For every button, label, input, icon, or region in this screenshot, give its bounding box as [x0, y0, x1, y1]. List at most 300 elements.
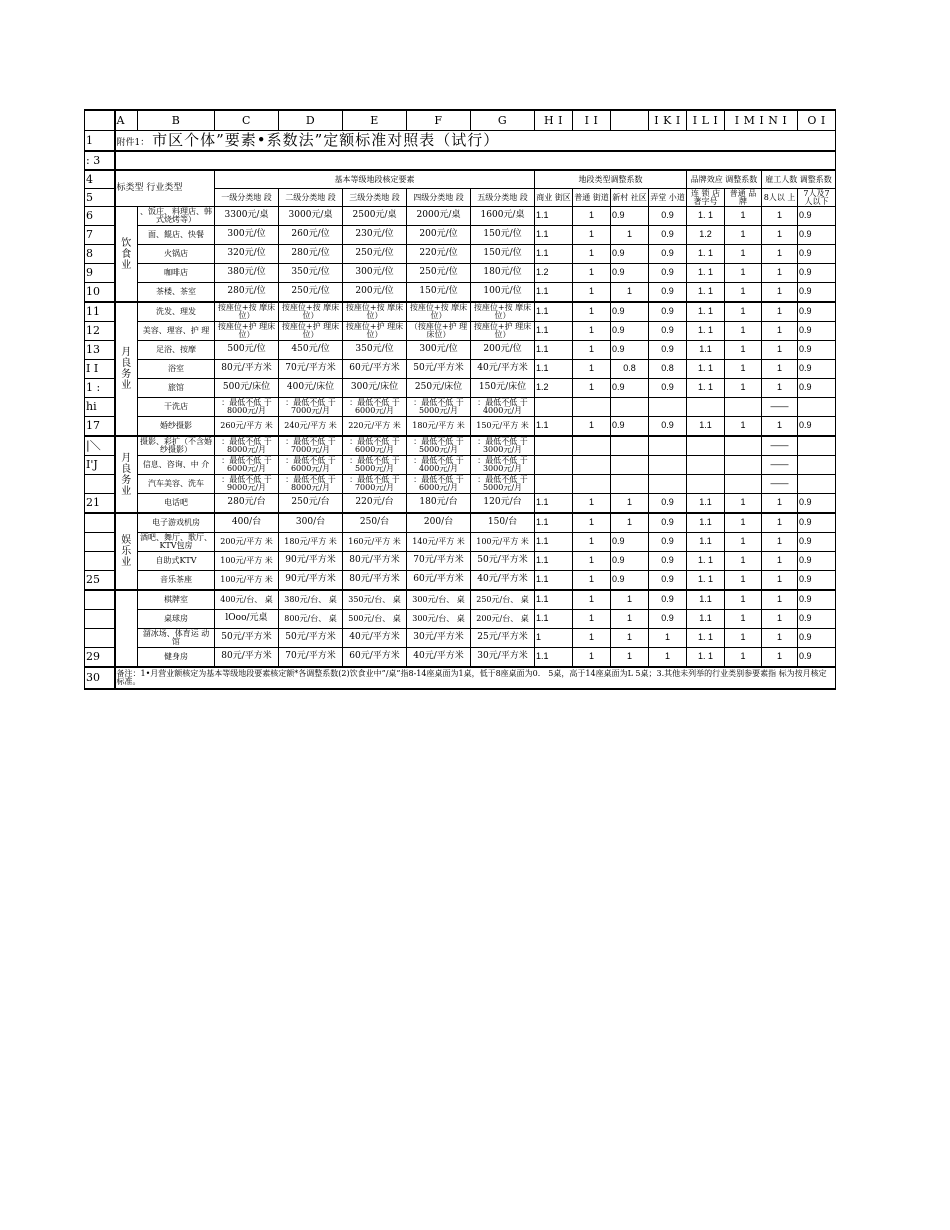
zone-coef-cell[interactable]: 1: [573, 207, 611, 226]
zone-coef-cell[interactable]: [573, 436, 611, 456]
brand-coef-cell[interactable]: [725, 475, 762, 494]
industry-name-cell[interactable]: 浴室: [138, 360, 215, 379]
corner-cell[interactable]: [85, 110, 115, 131]
zone-coef-cell[interactable]: [573, 398, 611, 417]
grade-3-cell[interactable]: 80元/平方米: [343, 552, 407, 571]
grade-4-cell[interactable]: ：最低不低 于6000元/月: [407, 475, 471, 494]
brand-coef-cell[interactable]: 1. 1: [687, 648, 725, 668]
zone-coef-cell[interactable]: 0.9: [611, 552, 649, 571]
grade-4-cell[interactable]: 30元/平方米: [407, 629, 471, 648]
zone-coef-cell[interactable]: 1.1: [535, 494, 573, 514]
zone-coef-cell[interactable]: 0.9: [611, 417, 649, 437]
industry-name-cell[interactable]: 美容、理容、护 理: [138, 322, 215, 341]
grade-2-cell[interactable]: ：最低不低 于7000元/月: [279, 436, 343, 456]
grade-4-cell[interactable]: 220元/位: [407, 245, 471, 264]
brand-coef-cell[interactable]: 1: [725, 417, 762, 437]
staff-coef-cell[interactable]: 0.9: [798, 610, 836, 629]
grade-1-cell[interactable]: ：最低不低 于6000元/月: [215, 456, 279, 475]
brand-coef-cell[interactable]: 1. 1: [687, 629, 725, 648]
grade-5-cell[interactable]: ：最低不低 于3000元/月: [471, 436, 535, 456]
col-letter-g[interactable]: G: [471, 110, 535, 131]
grade-4-cell[interactable]: 200/台: [407, 513, 471, 533]
grade-2-cell[interactable]: 90元/平方米: [279, 552, 343, 571]
staff-coef-cell[interactable]: 1: [762, 590, 798, 610]
zone-coef-cell[interactable]: 0.9: [649, 590, 687, 610]
grade-5-cell[interactable]: 250元/台、 桌: [471, 590, 535, 610]
staff-coef-cell[interactable]: 1: [762, 648, 798, 668]
grade-2-cell[interactable]: 按座位+按 摩床位）: [279, 302, 343, 322]
staff-coef-cell[interactable]: ——: [762, 456, 798, 475]
grade-3-cell[interactable]: 220元/台: [343, 494, 407, 514]
zone-coef-cell[interactable]: 0.9: [649, 610, 687, 629]
grade-2-cell[interactable]: 400元/床位: [279, 379, 343, 398]
industry-name-cell[interactable]: 棋牌室: [138, 590, 215, 610]
zone-coef-cell[interactable]: 1: [573, 552, 611, 571]
industry-name-cell[interactable]: 汽车美容、洗车: [138, 475, 215, 494]
brand-coef-cell[interactable]: 1: [725, 207, 762, 226]
brand-coef-cell[interactable]: [725, 398, 762, 417]
row-number[interactable]: [85, 590, 115, 610]
staff-coef-cell[interactable]: 1: [762, 513, 798, 533]
grade-1-cell[interactable]: 500元/位: [215, 341, 279, 360]
staff-coef-cell[interactable]: 0.9: [798, 379, 836, 398]
zone-coef-cell[interactable]: 0.9: [649, 417, 687, 437]
row-number[interactable]: 6: [85, 207, 115, 226]
staff-coef-cell[interactable]: 1: [762, 552, 798, 571]
staff-coef-cell[interactable]: 0.9: [798, 648, 836, 668]
zone-coef-cell[interactable]: 1: [573, 571, 611, 591]
zone-coef-cell[interactable]: 0.9: [611, 264, 649, 283]
industry-name-cell[interactable]: 火锅店: [138, 245, 215, 264]
zone-coef-cell[interactable]: [611, 475, 649, 494]
grade-2-cell[interactable]: ：最低不低 于7000元/月: [279, 398, 343, 417]
grade-5-cell[interactable]: 40元/平方米: [471, 360, 535, 379]
zone-coef-cell[interactable]: 1.1: [535, 590, 573, 610]
zone-coef-cell[interactable]: 1: [573, 494, 611, 514]
grade-3-cell[interactable]: 500元/台、 桌: [343, 610, 407, 629]
grade-1-cell[interactable]: 200元/平方 米: [215, 533, 279, 552]
zone-coef-cell[interactable]: [649, 456, 687, 475]
grade-5-cell[interactable]: 180元/位: [471, 264, 535, 283]
zone-coef-cell[interactable]: [611, 398, 649, 417]
industry-name-cell[interactable]: 、饭庄、料理店、韩式烧烤等）: [138, 207, 215, 226]
grade-4-cell[interactable]: 300元/台、 桌: [407, 590, 471, 610]
grade-5-cell[interactable]: 50元/平方米: [471, 552, 535, 571]
industry-name-cell[interactable]: 茶楼、茶室: [138, 283, 215, 303]
staff-coef-cell[interactable]: 1: [762, 207, 798, 226]
row-number[interactable]: [85, 513, 115, 533]
industry-name-cell[interactable]: 面、餛店、快餐: [138, 226, 215, 245]
row-number[interactable]: 5: [85, 189, 115, 207]
brand-coef-cell[interactable]: [687, 475, 725, 494]
grade-4-cell[interactable]: 150元/位: [407, 283, 471, 303]
zone-coef-cell[interactable]: 0.9: [649, 302, 687, 322]
grade-4-cell[interactable]: 180元/台: [407, 494, 471, 514]
grade-4-cell[interactable]: 300元/台、 桌: [407, 610, 471, 629]
staff-coef-cell[interactable]: 0.9: [798, 322, 836, 341]
grade-3-cell[interactable]: ：最低不低 于6000元/月: [343, 436, 407, 456]
brand-coef-cell[interactable]: [687, 436, 725, 456]
grade-5-cell[interactable]: 120元/台: [471, 494, 535, 514]
staff-coef-cell[interactable]: 0.9: [798, 571, 836, 591]
brand-coef-cell[interactable]: 1.1: [687, 513, 725, 533]
zone-coef-cell[interactable]: 1: [573, 226, 611, 245]
brand-coef-cell[interactable]: 1. 1: [687, 302, 725, 322]
grade-5-cell[interactable]: 150/台: [471, 513, 535, 533]
zone-coef-cell[interactable]: 0.9: [649, 283, 687, 303]
grade-5-cell[interactable]: 150元/位: [471, 226, 535, 245]
grade-1-cell[interactable]: ：最低不低 于9000元/月: [215, 475, 279, 494]
grade-3-cell[interactable]: 2500元/桌: [343, 207, 407, 226]
grade-5-cell[interactable]: 25元/平方米: [471, 629, 535, 648]
zone-coef-cell[interactable]: 1: [611, 494, 649, 514]
zone-coef-cell[interactable]: 0.8: [611, 360, 649, 379]
staff-coef-cell[interactable]: 1: [762, 379, 798, 398]
industry-name-cell[interactable]: 音乐茶座: [138, 571, 215, 591]
grade-2-cell[interactable]: 300/台: [279, 513, 343, 533]
zone-coef-cell[interactable]: 1.1: [535, 360, 573, 379]
grade-2-cell[interactable]: 250元/位: [279, 283, 343, 303]
row-number[interactable]: 30: [85, 667, 115, 689]
brand-coef-cell[interactable]: 1.1: [687, 533, 725, 552]
zone-coef-cell[interactable]: 1.1: [535, 417, 573, 437]
zone-coef-cell[interactable]: 0.9: [611, 571, 649, 591]
staff-coef-cell[interactable]: [798, 398, 836, 417]
staff-coef-cell[interactable]: 1: [762, 610, 798, 629]
zone-coef-cell[interactable]: 1: [573, 360, 611, 379]
staff-coef-cell[interactable]: 0.9: [798, 417, 836, 437]
col-letter-h[interactable]: H I: [535, 110, 573, 131]
zone-coef-cell[interactable]: 1: [573, 322, 611, 341]
row-number[interactable]: 12: [85, 322, 115, 341]
zone-coef-cell[interactable]: 0.9: [649, 379, 687, 398]
grade-5-cell[interactable]: 150元/位: [471, 245, 535, 264]
industry-name-cell[interactable]: 自助式KTV: [138, 552, 215, 571]
staff-coef-cell[interactable]: 0.9: [798, 513, 836, 533]
grade-1-cell[interactable]: ：最低不低 于8000元/月: [215, 436, 279, 456]
zone-coef-cell[interactable]: 0.9: [611, 379, 649, 398]
grade-4-cell[interactable]: 70元/平方米: [407, 552, 471, 571]
industry-name-cell[interactable]: 健身房: [138, 648, 215, 668]
grade-1-cell[interactable]: 400元/台、 桌: [215, 590, 279, 610]
brand-coef-cell[interactable]: 1. 1: [687, 571, 725, 591]
grade-3-cell[interactable]: 300元/床位: [343, 379, 407, 398]
zone-coef-cell[interactable]: 1.1: [535, 341, 573, 360]
brand-coef-cell[interactable]: 1: [725, 552, 762, 571]
grade-1-cell[interactable]: 100元/平方 米: [215, 552, 279, 571]
grade-3-cell[interactable]: ：最低不低 于6000元/月: [343, 398, 407, 417]
grade-3-cell[interactable]: 300元/位: [343, 264, 407, 283]
col-letter-d[interactable]: D: [279, 110, 343, 131]
industry-name-cell[interactable]: 溜冰场、体育运 动馆: [138, 629, 215, 648]
brand-coef-cell[interactable]: [687, 456, 725, 475]
col-letter-b[interactable]: B: [138, 110, 215, 131]
grade-1-cell[interactable]: 按座位+按 摩床位）: [215, 302, 279, 322]
industry-name-cell[interactable]: 洗发、理发: [138, 302, 215, 322]
zone-coef-cell[interactable]: 0.9: [611, 207, 649, 226]
staff-coef-cell[interactable]: 0.9: [798, 245, 836, 264]
grade-5-cell[interactable]: 200元/台、 桌: [471, 610, 535, 629]
grade-3-cell[interactable]: 40元/平方米: [343, 629, 407, 648]
staff-coef-cell[interactable]: 1: [762, 571, 798, 591]
brand-coef-cell[interactable]: 1. 1: [687, 379, 725, 398]
zone-coef-cell[interactable]: 1.1: [535, 571, 573, 591]
row-number[interactable]: [85, 552, 115, 571]
zone-coef-cell[interactable]: 1.1: [535, 610, 573, 629]
grade-2-cell[interactable]: 350元/位: [279, 264, 343, 283]
grade-4-cell[interactable]: ：最低不低 于5000元/月: [407, 398, 471, 417]
grade-3-cell[interactable]: 350元/位: [343, 341, 407, 360]
row-number[interactable]: 21: [85, 494, 115, 514]
grade-2-cell[interactable]: 280元/位: [279, 245, 343, 264]
brand-coef-cell[interactable]: 1: [725, 610, 762, 629]
staff-coef-cell[interactable]: 0.9: [798, 552, 836, 571]
grade-5-cell[interactable]: 按座位+按 摩床位）: [471, 302, 535, 322]
zone-coef-cell[interactable]: 1: [611, 226, 649, 245]
grade-2-cell[interactable]: ：最低不低 于6000元/月: [279, 456, 343, 475]
grade-5-cell[interactable]: 100元/位: [471, 283, 535, 303]
grade-4-cell[interactable]: ：最低不低 于5000元/月: [407, 436, 471, 456]
staff-coef-cell[interactable]: 0.9: [798, 590, 836, 610]
grade-2-cell[interactable]: 70元/平方米: [279, 648, 343, 668]
zone-coef-cell[interactable]: 0.9: [649, 341, 687, 360]
staff-coef-cell[interactable]: 0.9: [798, 264, 836, 283]
grade-1-cell[interactable]: 300元/位: [215, 226, 279, 245]
grade-5-cell[interactable]: ：最低不低 于3000元/月: [471, 456, 535, 475]
grade-4-cell[interactable]: 200元/位: [407, 226, 471, 245]
zone-coef-cell[interactable]: 1: [573, 590, 611, 610]
staff-coef-cell[interactable]: 1: [762, 494, 798, 514]
grade-3-cell[interactable]: 60元/平方米: [343, 648, 407, 668]
grade-2-cell[interactable]: 按座位+护 理床位）: [279, 322, 343, 341]
industry-name-cell[interactable]: 摄影、彩扩（不含婚纱摄影）: [138, 436, 215, 456]
industry-name-cell[interactable]: 足浴、按摩: [138, 341, 215, 360]
grade-1-cell[interactable]: 按座位+护 理床位）: [215, 322, 279, 341]
zone-coef-cell[interactable]: 1: [573, 379, 611, 398]
staff-coef-cell[interactable]: 0.9: [798, 494, 836, 514]
zone-coef-cell[interactable]: 0.9: [649, 552, 687, 571]
brand-coef-cell[interactable]: 1: [725, 629, 762, 648]
zone-coef-cell[interactable]: 1: [573, 629, 611, 648]
staff-coef-cell[interactable]: 0.9: [798, 341, 836, 360]
brand-coef-cell[interactable]: 1: [725, 283, 762, 303]
zone-coef-cell[interactable]: 1.1: [535, 322, 573, 341]
grade-5-cell[interactable]: 40元/平方米: [471, 571, 535, 591]
brand-coef-cell[interactable]: 1: [725, 264, 762, 283]
grade-3-cell[interactable]: 250/台: [343, 513, 407, 533]
staff-coef-cell[interactable]: 0.9: [798, 533, 836, 552]
zone-coef-cell[interactable]: 1.1: [535, 302, 573, 322]
grade-3-cell[interactable]: 220元/平方 米: [343, 417, 407, 437]
grade-3-cell[interactable]: 按座位+护 理床位）: [343, 322, 407, 341]
zone-coef-cell[interactable]: 1.1: [535, 533, 573, 552]
zone-coef-cell[interactable]: 1: [573, 341, 611, 360]
staff-coef-cell[interactable]: [798, 456, 836, 475]
zone-coef-cell[interactable]: 0.9: [649, 571, 687, 591]
staff-coef-cell[interactable]: [798, 475, 836, 494]
grade-4-cell[interactable]: 300元/位: [407, 341, 471, 360]
grade-3-cell[interactable]: 按座位+按 摩床位）: [343, 302, 407, 322]
brand-coef-cell[interactable]: 1: [725, 648, 762, 668]
row-number[interactable]: 1: [85, 131, 115, 152]
zone-coef-cell[interactable]: 1: [649, 648, 687, 668]
staff-coef-cell[interactable]: 0.9: [798, 226, 836, 245]
zone-coef-cell[interactable]: 0.9: [611, 341, 649, 360]
row-number[interactable]: 10: [85, 283, 115, 303]
brand-coef-cell[interactable]: 1. 1: [687, 207, 725, 226]
industry-name-cell[interactable]: 桌球房: [138, 610, 215, 629]
zone-coef-cell[interactable]: 0.9: [649, 533, 687, 552]
row-number[interactable]: 4: [85, 170, 115, 189]
row-number[interactable]: I I: [85, 360, 115, 379]
row-number[interactable]: I'J: [85, 456, 115, 475]
grade-1-cell[interactable]: 320元/位: [215, 245, 279, 264]
zone-coef-cell[interactable]: 1.1: [535, 226, 573, 245]
grade-2-cell[interactable]: 3000元/桌: [279, 207, 343, 226]
zone-coef-cell[interactable]: [535, 436, 573, 456]
grade-3-cell[interactable]: 200元/位: [343, 283, 407, 303]
industry-name-cell[interactable]: 电话吧: [138, 494, 215, 514]
staff-coef-cell[interactable]: 1: [762, 533, 798, 552]
brand-coef-cell[interactable]: 1: [725, 379, 762, 398]
grade-4-cell[interactable]: ：最低不低 于4000元/月: [407, 456, 471, 475]
row-number[interactable]: [85, 475, 115, 494]
zone-coef-cell[interactable]: 0.9: [649, 245, 687, 264]
row-number[interactable]: 29: [85, 648, 115, 668]
staff-coef-cell[interactable]: 1: [762, 322, 798, 341]
col-letter-o[interactable]: O I: [798, 110, 836, 131]
brand-coef-cell[interactable]: 1.1: [687, 610, 725, 629]
grade-2-cell[interactable]: 90元/平方米: [279, 571, 343, 591]
grade-4-cell[interactable]: 50元/平方米: [407, 360, 471, 379]
grade-2-cell[interactable]: 180元/平方 米: [279, 533, 343, 552]
staff-coef-cell[interactable]: 0.9: [798, 629, 836, 648]
grade-1-cell[interactable]: 80元/平方米: [215, 360, 279, 379]
brand-coef-cell[interactable]: 1. 1: [687, 552, 725, 571]
staff-coef-cell[interactable]: 0.9: [798, 360, 836, 379]
row-number[interactable]: : 3: [85, 151, 115, 170]
staff-coef-cell[interactable]: 0.9: [798, 302, 836, 322]
zone-coef-cell[interactable]: 1: [535, 629, 573, 648]
brand-coef-cell[interactable]: 1: [725, 590, 762, 610]
grade-3-cell[interactable]: 60元/平方米: [343, 360, 407, 379]
brand-coef-cell[interactable]: 1: [725, 322, 762, 341]
grade-4-cell[interactable]: 60元/平方米: [407, 571, 471, 591]
brand-coef-cell[interactable]: 1.2: [687, 226, 725, 245]
brand-coef-cell[interactable]: 1: [725, 571, 762, 591]
zone-coef-cell[interactable]: 1.1: [535, 513, 573, 533]
row-number[interactable]: 11: [85, 302, 115, 322]
brand-coef-cell[interactable]: [687, 398, 725, 417]
grade-2-cell[interactable]: 380元/台、 桌: [279, 590, 343, 610]
grade-3-cell[interactable]: 250元/位: [343, 245, 407, 264]
grade-4-cell[interactable]: 40元/平方米: [407, 648, 471, 668]
zone-coef-cell[interactable]: 1: [573, 533, 611, 552]
grade-4-cell[interactable]: 按座位+按 摩床位）: [407, 302, 471, 322]
brand-coef-cell[interactable]: 1.1: [687, 417, 725, 437]
grade-4-cell[interactable]: 250元/位: [407, 264, 471, 283]
grade-4-cell[interactable]: （按座位+护 理床位）: [407, 322, 471, 341]
grade-3-cell[interactable]: 230元/位: [343, 226, 407, 245]
zone-coef-cell[interactable]: 1.1: [535, 283, 573, 303]
staff-coef-cell[interactable]: ——: [762, 398, 798, 417]
row-number[interactable]: 7: [85, 226, 115, 245]
col-letter-i[interactable]: I I: [573, 110, 611, 131]
zone-coef-cell[interactable]: 1: [573, 283, 611, 303]
zone-coef-cell[interactable]: [649, 436, 687, 456]
industry-name-cell[interactable]: 旅馆: [138, 379, 215, 398]
staff-coef-cell[interactable]: 0.9: [798, 283, 836, 303]
staff-coef-cell[interactable]: 1: [762, 283, 798, 303]
zone-coef-cell[interactable]: 1: [573, 610, 611, 629]
brand-coef-cell[interactable]: 1. 1: [687, 264, 725, 283]
industry-name-cell[interactable]: 干洗店: [138, 398, 215, 417]
industry-name-cell[interactable]: 咖啡店: [138, 264, 215, 283]
grade-5-cell[interactable]: 30元/平方米: [471, 648, 535, 668]
col-letter-a[interactable]: A: [115, 110, 138, 131]
grade-5-cell[interactable]: ：最低不低 于4000元/月: [471, 398, 535, 417]
brand-coef-cell[interactable]: 1. 1: [687, 283, 725, 303]
staff-coef-cell[interactable]: 1: [762, 360, 798, 379]
staff-coef-cell[interactable]: ——: [762, 475, 798, 494]
grade-1-cell[interactable]: 380元/位: [215, 264, 279, 283]
zone-coef-cell[interactable]: 1: [573, 417, 611, 437]
grade-4-cell[interactable]: 180元/平方 米: [407, 417, 471, 437]
staff-coef-cell[interactable]: 1: [762, 629, 798, 648]
col-letter-j[interactable]: [611, 110, 649, 131]
grade-4-cell[interactable]: 2000元/桌: [407, 207, 471, 226]
grade-2-cell[interactable]: ：最低不低 于8000元/月: [279, 475, 343, 494]
staff-coef-cell[interactable]: 0.9: [798, 207, 836, 226]
zone-coef-cell[interactable]: [535, 398, 573, 417]
row-number[interactable]: 25: [85, 571, 115, 591]
brand-coef-cell[interactable]: 1. 1: [687, 360, 725, 379]
staff-coef-cell[interactable]: 1: [762, 302, 798, 322]
zone-coef-cell[interactable]: [573, 475, 611, 494]
zone-coef-cell[interactable]: 0.9: [611, 245, 649, 264]
grade-1-cell[interactable]: lOoo/元桌: [215, 610, 279, 629]
zone-coef-cell[interactable]: 1: [649, 629, 687, 648]
col-letter-e[interactable]: E: [343, 110, 407, 131]
grade-1-cell[interactable]: 3300元/桌: [215, 207, 279, 226]
industry-name-cell[interactable]: 婚纱摄影: [138, 417, 215, 437]
zone-coef-cell[interactable]: [611, 456, 649, 475]
zone-coef-cell[interactable]: 0.9: [611, 322, 649, 341]
grade-5-cell[interactable]: 1600元/桌: [471, 207, 535, 226]
zone-coef-cell[interactable]: 0.9: [611, 533, 649, 552]
staff-coef-cell[interactable]: 1: [762, 245, 798, 264]
industry-name-cell[interactable]: 酒吧、舞厅、歌厅、KTV包房: [138, 533, 215, 552]
brand-coef-cell[interactable]: 1. 1: [687, 322, 725, 341]
zone-coef-cell[interactable]: 1.2: [535, 379, 573, 398]
zone-coef-cell[interactable]: 0.9: [649, 207, 687, 226]
grade-1-cell[interactable]: ：最低不低 于8000元/月: [215, 398, 279, 417]
grade-2-cell[interactable]: 260元/位: [279, 226, 343, 245]
zone-coef-cell[interactable]: 0.9: [649, 494, 687, 514]
zone-coef-cell[interactable]: 0.9: [649, 226, 687, 245]
grade-5-cell[interactable]: ：最低不低 于5000元/月: [471, 475, 535, 494]
zone-coef-cell[interactable]: [649, 398, 687, 417]
brand-coef-cell[interactable]: 1.1: [687, 494, 725, 514]
col-letter-l[interactable]: I L I: [687, 110, 725, 131]
grade-3-cell[interactable]: 160元/平方 米: [343, 533, 407, 552]
brand-coef-cell[interactable]: 1.1: [687, 590, 725, 610]
col-letter-k[interactable]: I K I: [649, 110, 687, 131]
brand-coef-cell[interactable]: 1: [725, 226, 762, 245]
brand-coef-cell[interactable]: 1: [725, 494, 762, 514]
row-number[interactable]: 17: [85, 417, 115, 437]
row-number[interactable]: 9: [85, 264, 115, 283]
